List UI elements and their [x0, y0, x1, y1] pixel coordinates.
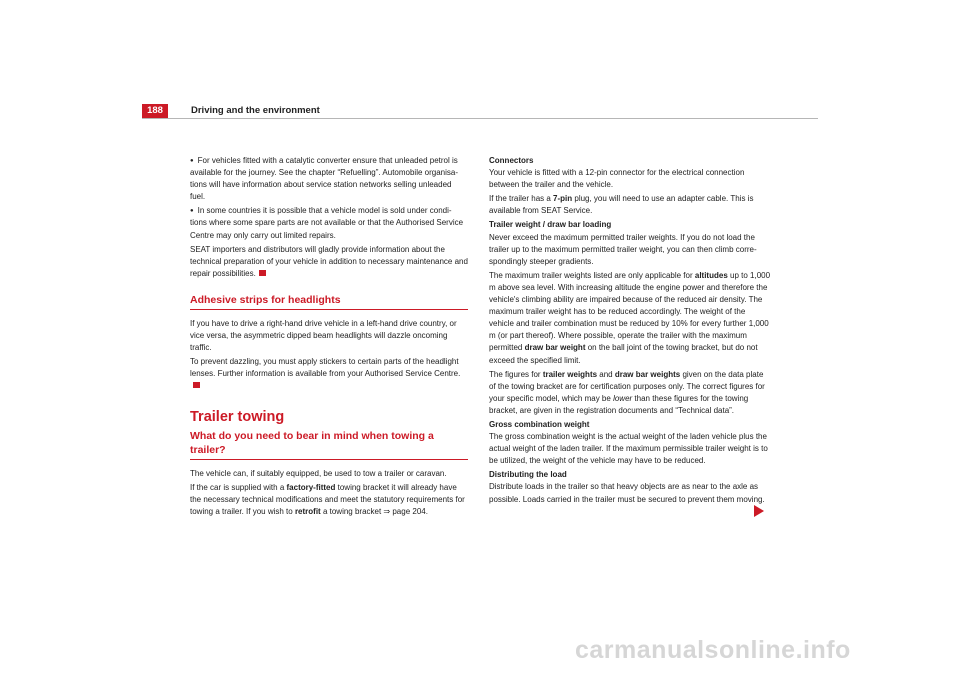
para-adhesive-1: If you have to drive a right-hand drive vehicle in a left-hand drive country, or vice versa, the asymmetric dipped beam headlights will dazzle oncoming traffic. — [190, 318, 457, 353]
continue-arrow-icon — [754, 505, 764, 517]
para-weight-1: Never exceed the maximum permitted trailer weights. If you do not load the trailer up to the maximum permitted trailer weight, you can then climb corre-spondingly steeper gradients. — [489, 232, 757, 266]
heading-trailer-weight: Trailer weight / draw bar loading — [489, 220, 612, 230]
para-importers: SEAT importers and distributors will gladly provide information about the technical preparation of your vehicle in addition to necessary maintenance and repair possibilities. — [190, 244, 468, 278]
para-towing-2: If the car is supplied with a factory-fitted towing bracket it will already have the necessary technical modifications and meet the statutory requirements for towing a trailer. If you wish to retrofit a towing bracket ⇒ page 204. — [190, 482, 465, 516]
left-column — [190, 155, 468, 520]
watermark: carmanualsonline.info — [575, 636, 851, 664]
heading-connectors: Connectors — [489, 156, 534, 165]
bullet-catalytic-converter: ● For vehicles fitted with a catalytic converter ensure that unleaded petrol is available for the journey. See the chapter “Refuelling”. Automobile organisa-tions will have information about service station networks selling unleaded fuel. — [190, 155, 468, 203]
page-reference-link[interactable]: a towing bracket ⇒ page 204. — [320, 506, 428, 516]
heading-towing-question: What do you need to bear in mind when towing a trailer? — [190, 429, 468, 460]
heading-gross-weight: Gross combination weight — [489, 419, 590, 429]
right-column — [489, 155, 771, 508]
para-towing-1: The vehicle can, if suitably equipped, be used to tow a trailer or caravan. — [190, 468, 447, 478]
para-weight-2: The maximum trailer weights listed are only applicable for altitudes up to 1,000 m above sea level. With increasing altitude the engine power and therefore the vehicle's climbing ability are impaired because of the reduced air density. The maximum trailer weight has to be reduced accordingly. The weight of the vehicle and trailer combination must be reduced by 10% for every further 1,000 m (or part thereof). Where possible, operate the trailer with the maximum permitted draw bar weight on the ball joint of the towing bracket, but do not exceed the specified limit. — [489, 270, 771, 365]
para-connectors-1: Your vehicle is fitted with a 12-pin connector for the electrical connection between the trailer and the vehicle. — [489, 168, 745, 190]
para-gross-weight: The gross combination weight is the actual weight of the laden vehicle plus the actual weight of the laden trailer. If the maximum permissible trailer weight is to be utilized, the weight of the vehicle may have to be reduced. — [489, 432, 768, 466]
header-divider — [142, 118, 818, 119]
para-weight-3: The figures for trailer weights and draw bar weights given on the data plate of the towing bracket are for certification purposes only. The correct figures for your specific model, which may be lower than these figures for the towing bracket, are given in the registration documents and “Technical data”. — [489, 369, 765, 415]
bullet-spare-parts: ● In some countries it is possible that a vehicle model is sold under condi-tions where some spare parts are not available or that the Authorised Service Centre may only carry out limited repairs. — [190, 205, 468, 241]
heading-adhesive-strips: Adhesive strips for headlights — [190, 293, 468, 310]
para-adhesive-2: To prevent dazzling, you must apply stickers to certain parts of the headlight lenses. Further information is available from your Authorised Service Centre. — [190, 356, 468, 392]
page-number: 188 — [142, 104, 168, 118]
para-connectors-2: If the trailer has a 7-pin plug, you will need to use an adapter cable. This is available from SEAT Service. — [489, 194, 754, 216]
chapter-title: Driving and the environment — [191, 105, 320, 116]
section-end-icon — [259, 270, 266, 276]
heading-trailer-towing: Trailer towing — [190, 408, 285, 425]
heading-distributing-load: Distributing the load — [489, 470, 567, 480]
section-end-icon — [193, 382, 200, 388]
para-distributing-load: Distribute loads in the trailer so that heavy objects are as near to the axle as possible. Loads carried in the trailer must be secured to prevent them moving. — [489, 482, 765, 504]
